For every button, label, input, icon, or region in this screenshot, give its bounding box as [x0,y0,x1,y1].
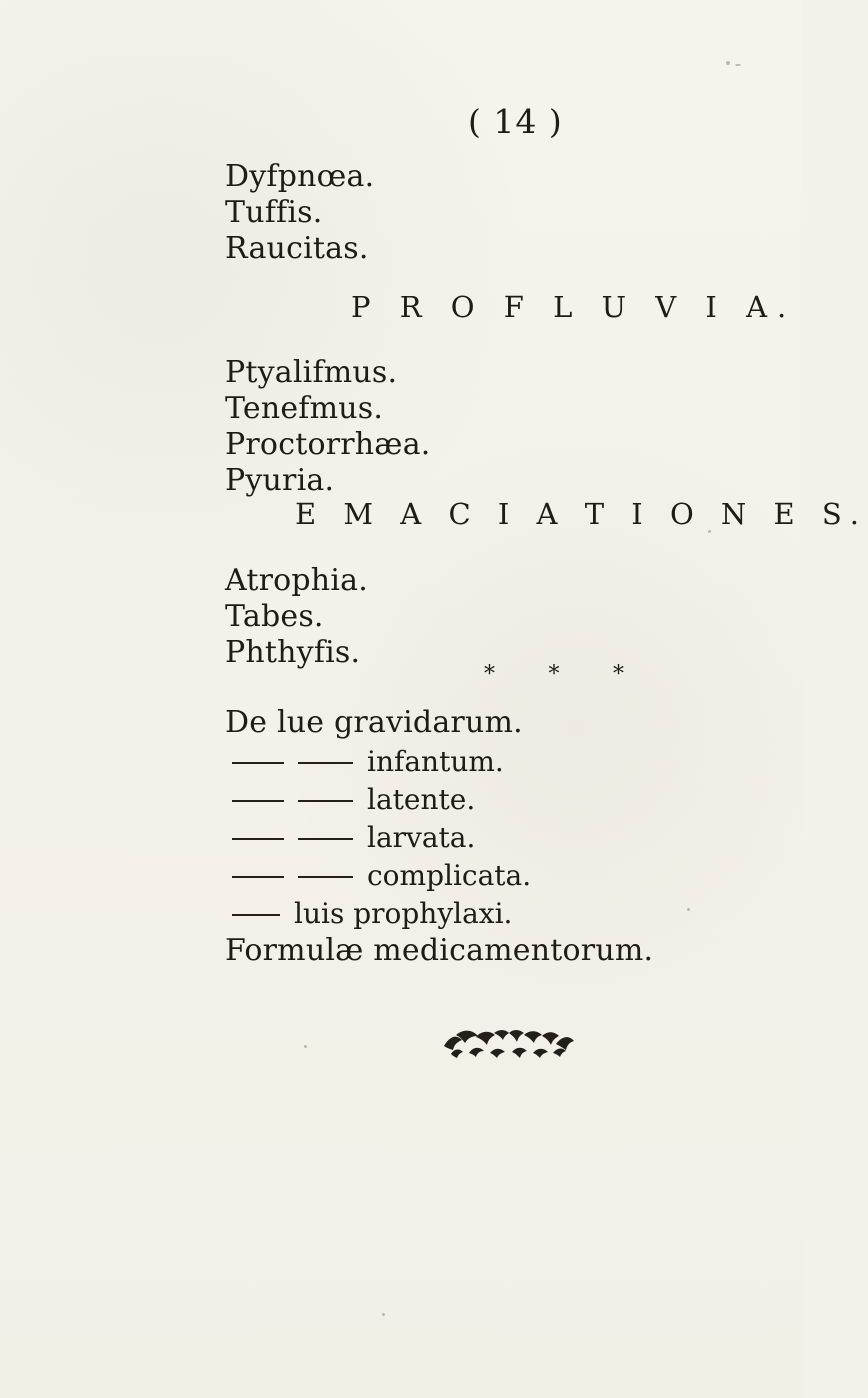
dash-right [298,800,353,802]
paper-speck [304,1045,307,1048]
star-3: * [613,662,624,687]
entry-complicata-row [232,859,532,892]
paper-speck [687,908,690,911]
heading-profluvia: P R O F L U V I A. [351,290,797,324]
entry-latente-row [232,783,476,816]
entry-infantum-row [232,745,504,778]
entry-prophylaxi: luis prophylaxi. [294,897,513,930]
star-separator [484,664,624,686]
dash-left [232,800,284,802]
page-number: ( 14 ) [468,102,563,141]
printer-ornament-icon [438,1026,580,1062]
entry-infantum: infantum. [367,745,504,778]
dash-right [298,838,353,840]
entry-tabes: Tabes. [225,599,324,634]
paper-speck [382,1313,385,1316]
paper-speck [735,64,741,66]
paper-speck [726,61,730,65]
entry-de-lue-gravidarum: De lue gravidarum. [225,705,523,740]
entry-formulae: Formulæ medicamentorum. [225,933,654,968]
dash-left [232,838,284,840]
entry-latente: latente. [367,783,476,816]
entry-pyuria: Pyuria. [225,463,335,498]
entry-dyspnoea: Dyfpnœa. [225,159,375,194]
dash-right [298,876,353,878]
heading-emaciationes: E M A C I A T I O N E S. [295,497,868,531]
entry-raucitas: Raucitas. [225,231,369,266]
paper-speck [708,530,711,533]
entry-larvata: larvata. [367,821,476,854]
entry-tussis: Tuffis. [225,195,323,230]
star-1: * [484,662,495,687]
dash-left [232,876,284,878]
entry-atrophia: Atrophia. [225,563,368,598]
dash-single [232,914,280,916]
dash-right [298,762,353,764]
entry-tenesmus: Tenefmus. [225,391,384,426]
dash-left [232,762,284,764]
entry-ptyalismus: Ptyalifmus. [225,355,398,390]
entry-prophylaxi-row [232,897,513,930]
entry-complicata: complicata. [367,859,532,892]
entry-larvata-row [232,821,476,854]
star-2: * [548,662,560,687]
entry-phthysis: Phthyfis. [225,635,361,670]
entry-proctorrhaea: Proctorrhæa. [225,427,431,462]
